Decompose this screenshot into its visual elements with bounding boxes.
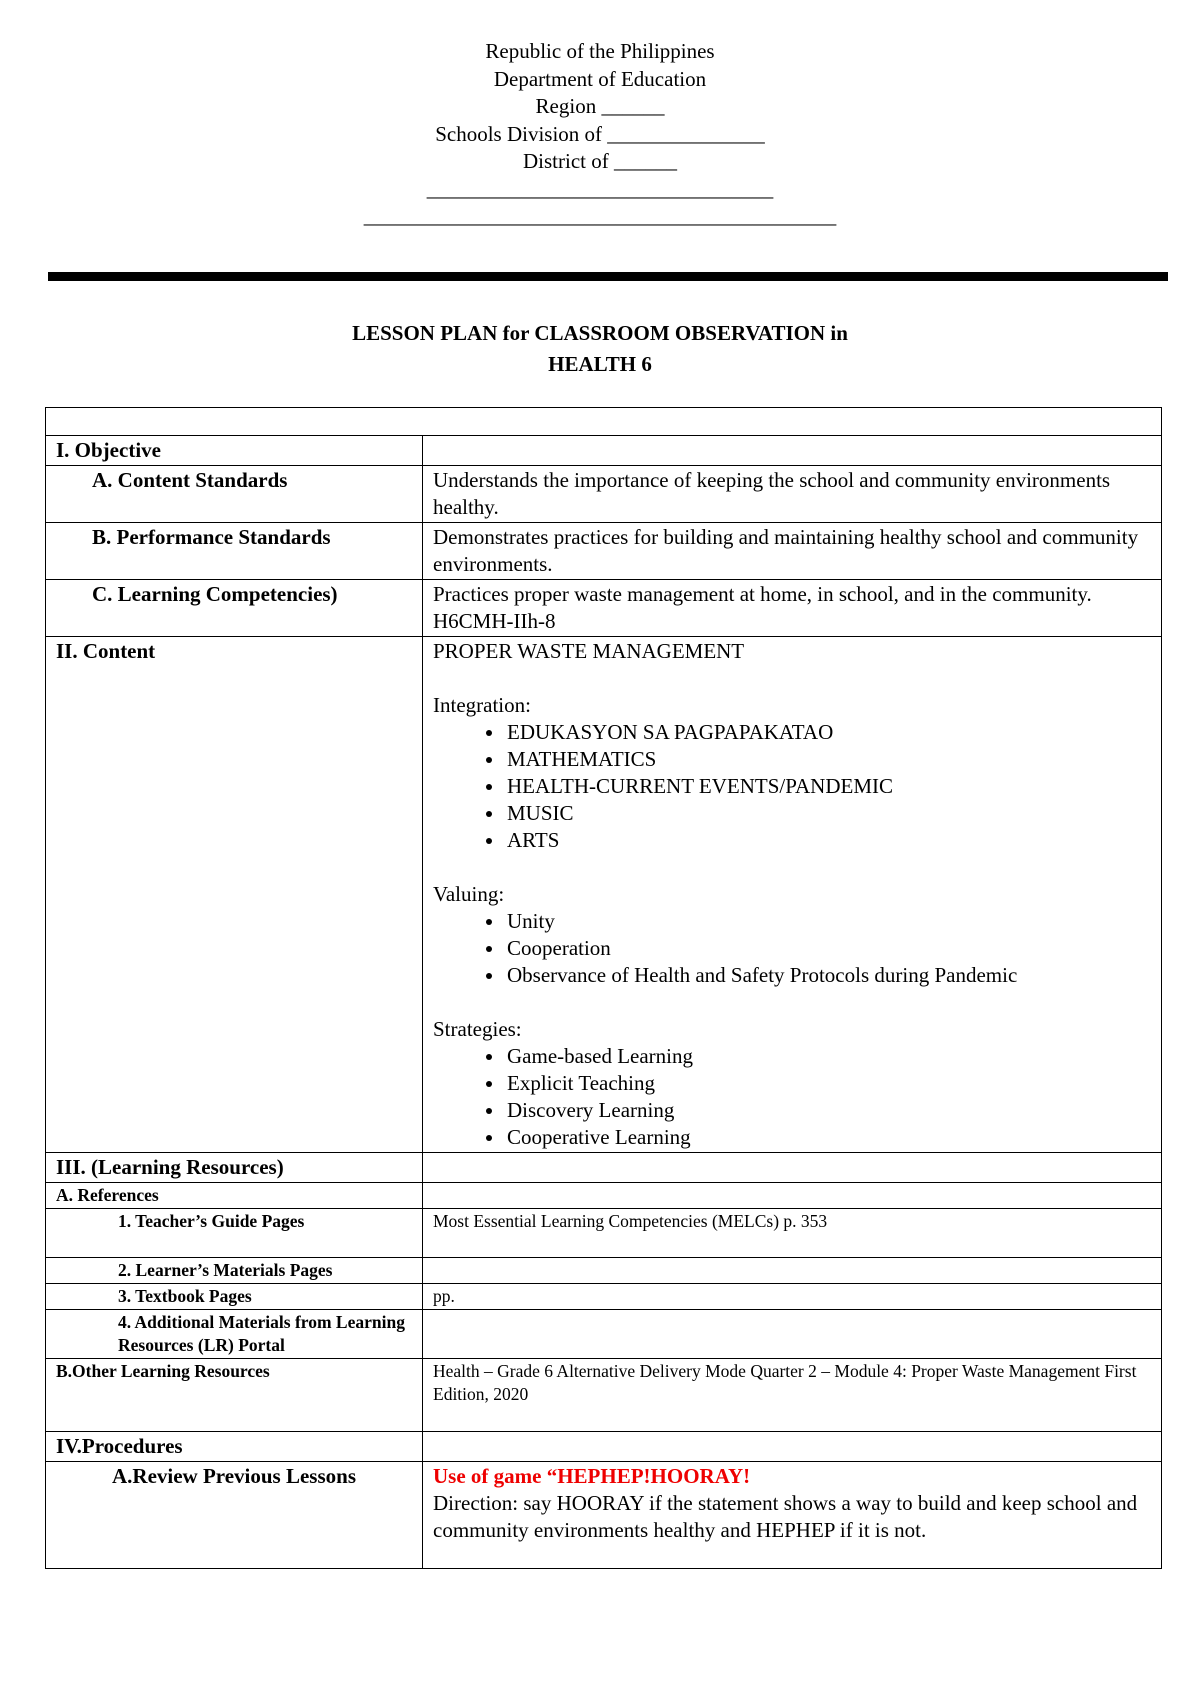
table-row-performance-standards <box>46 523 1162 580</box>
learning-competencies-label: C. Learning Competencies) <box>46 580 423 637</box>
objective-heading: I. Objective <box>46 436 423 466</box>
letterhead-region: Region ______ <box>535 94 665 118</box>
content-heading: II. Content <box>46 637 423 1153</box>
header-divider <box>48 272 1168 281</box>
letterhead-district: District of ______ <box>523 149 677 173</box>
table-row-blank <box>46 408 1162 436</box>
table-row-teachers-guide <box>46 1209 1162 1258</box>
integration-label: Integration: <box>433 693 531 717</box>
performance-standards-value: Demonstrates practices for building and maintaining healthy school and community environments. <box>423 523 1162 580</box>
table-row-objective <box>46 436 1162 466</box>
table-row-learners-materials <box>46 1258 1162 1284</box>
table-row-learning-competencies <box>46 580 1162 637</box>
valuing-list <box>433 908 1151 989</box>
competency-code: H6CMH-IIh-8 <box>433 609 556 633</box>
references-value <box>423 1183 1162 1209</box>
list-item: • ARTS <box>505 827 1151 854</box>
list-item: • Cooperation <box>505 935 1151 962</box>
letterhead-republic: Republic of the Philippines <box>485 39 715 63</box>
review-value <box>423 1462 1162 1569</box>
learning-competencies-value <box>423 580 1162 637</box>
procedures-heading: IV.Procedures <box>46 1432 423 1462</box>
letterhead <box>0 38 1200 231</box>
additional-materials-label: 4. Additional Materials from Learning Resources (LR) Portal <box>46 1310 423 1359</box>
content-standards-value: Understands the importance of keeping the school and community environments healthy. <box>423 466 1162 523</box>
objective-value <box>423 436 1162 466</box>
table-row-review <box>46 1462 1162 1569</box>
textbook-pages-label: 3. Textbook Pages <box>46 1284 423 1310</box>
procedures-value <box>423 1432 1162 1462</box>
learners-materials-value <box>423 1258 1162 1284</box>
review-game-title: Use of game “HEPHEP!HOORAY! <box>433 1464 751 1488</box>
table-row-references <box>46 1183 1162 1209</box>
letterhead-blank-line-2: _____________________________________________ <box>363 204 837 228</box>
valuing-label: Valuing: <box>433 882 505 906</box>
list-item: • MATHEMATICS <box>505 746 1151 773</box>
list-item: • HEALTH-CURRENT EVENTS/PANDEMIC <box>505 773 1151 800</box>
list-item: • Discovery Learning <box>505 1097 1151 1124</box>
content-value <box>423 637 1162 1153</box>
document-title <box>0 318 1200 380</box>
list-item: • Explicit Teaching <box>505 1070 1151 1097</box>
table-row-textbook-pages <box>46 1284 1162 1310</box>
title-line-2: HEALTH 6 <box>548 352 652 376</box>
list-item: • Cooperative Learning <box>505 1124 1151 1151</box>
references-label: A. References <box>46 1183 423 1209</box>
table-row-content-standards <box>46 466 1162 523</box>
learners-materials-label: 2. Learner’s Materials Pages <box>46 1258 423 1284</box>
strategies-list <box>433 1043 1151 1151</box>
other-resources-label: B.Other Learning Resources <box>46 1359 423 1432</box>
teachers-guide-value: Most Essential Learning Competencies (MELCs) p. 353 <box>423 1209 1162 1258</box>
table-row-procedures <box>46 1432 1162 1462</box>
additional-materials-value <box>423 1310 1162 1359</box>
list-item: • Observance of Health and Safety Protocols during Pandemic <box>505 962 1151 989</box>
letterhead-department: Department of Education <box>493 66 707 91</box>
list-item: • Game-based Learning <box>505 1043 1151 1070</box>
learning-resources-heading: III. (Learning Resources) <box>46 1153 423 1183</box>
blank-cell <box>46 408 1162 436</box>
content-standards-label: A. Content Standards <box>46 466 423 523</box>
list-item: • Unity <box>505 908 1151 935</box>
table-row-additional-materials <box>46 1310 1162 1359</box>
title-line-1: LESSON PLAN for CLASSROOM OBSERVATION in <box>352 321 848 345</box>
table-row-learning-resources <box>46 1153 1162 1183</box>
lesson-plan-table <box>45 407 1162 1569</box>
other-resources-value: Health – Grade 6 Alternative Delivery Mode Quarter 2 – Module 4: Proper Waste Management First Edition, 2020 <box>423 1359 1162 1432</box>
competency-text: Practices proper waste management at home, in school, and in the community. <box>433 582 1092 606</box>
table-row-content <box>46 637 1162 1153</box>
table-row-other-resources <box>46 1359 1162 1432</box>
list-item: • EDUKASYON SA PAGPAPAKATAO <box>505 719 1151 746</box>
performance-standards-label: B. Performance Standards <box>46 523 423 580</box>
review-direction: Direction: say HOORAY if the statement shows a way to build and keep school and community environments healthy and HEPHEP if it is not. <box>433 1491 1138 1542</box>
learning-resources-value <box>423 1153 1162 1183</box>
letterhead-division: Schools Division of _______________ <box>435 121 765 146</box>
review-label: A.Review Previous Lessons <box>46 1462 423 1569</box>
integration-list <box>433 719 1151 854</box>
strategies-label: Strategies: <box>433 1017 522 1041</box>
list-item: • MUSIC <box>505 800 1151 827</box>
content-topic: PROPER WASTE MANAGEMENT <box>433 639 745 663</box>
letterhead-blank-line-1: _________________________________ <box>426 176 774 201</box>
teachers-guide-label: 1. Teacher’s Guide Pages <box>46 1209 423 1258</box>
textbook-pages-value: pp. <box>423 1284 1162 1310</box>
